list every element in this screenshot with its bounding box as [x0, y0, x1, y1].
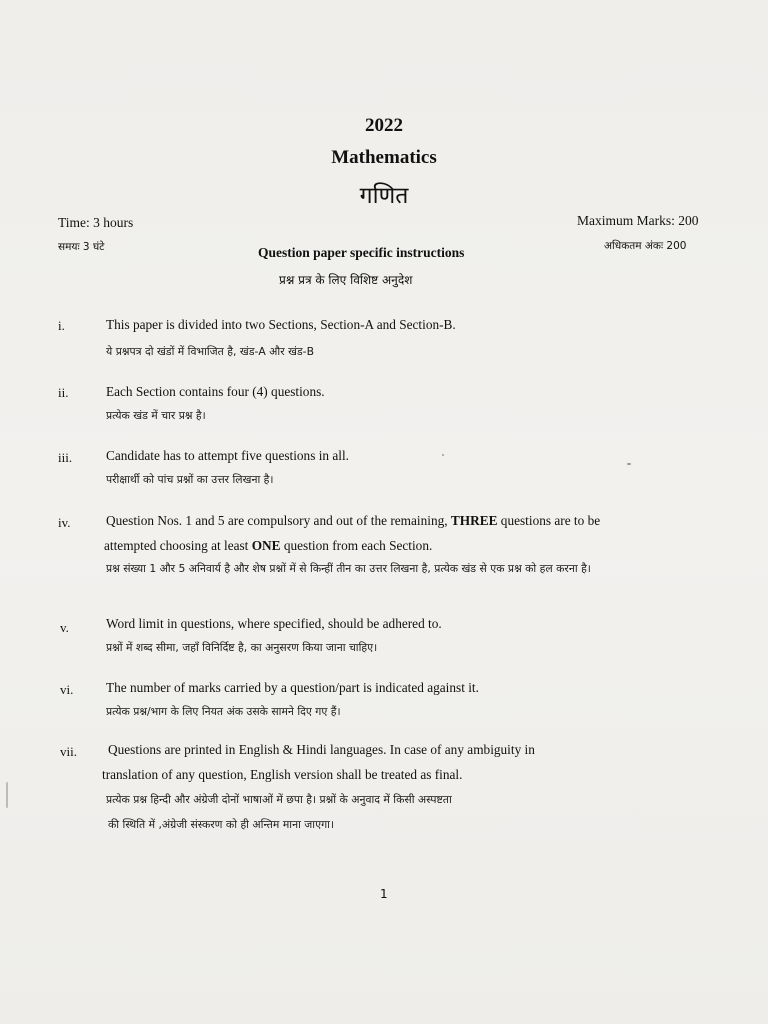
instruction-text-hindi: प्रत्येक प्रश्न/भाग के लिए नियत अंक उसके सामने दिए गए हैं।: [106, 705, 341, 718]
time-allowed: Time: 3 hours: [58, 215, 134, 230]
instruction-text: [106, 513, 600, 529]
instruction-emphasis: ONE: [251, 538, 281, 553]
maximum-marks-hindi: अधिकतम अंकः 200: [604, 240, 687, 252]
instruction-number: ii.: [58, 385, 69, 400]
instruction-text-part: Question Nos. 1 and 5 are compulsory and out of the remaining,: [106, 513, 451, 528]
instruction-text-hindi: प्रश्नों में शब्द सीमा, जहाँ विनिर्दिष्ट है, का अनुसरण किया जाना चाहिए।: [106, 641, 378, 654]
instruction-text-hindi: परीक्षार्थी को पांच प्रश्नों का उत्तर लिखना है।: [106, 473, 274, 486]
instruction-text: The number of marks carried by a question/part is indicated against it.: [106, 680, 479, 695]
instruction-text: [104, 538, 432, 554]
instruction-text-hindi: प्रत्येक प्रश्न हिन्दी और अंग्रेजी दोनों भाषाओं में छपा है। प्रश्नों के अनुवाद में किसी अस्पष्टता: [106, 793, 452, 806]
scan-speck: [442, 454, 444, 456]
instructions-heading-hindi: प्रश्न प्रत्र के लिए विशिष्ट अनुदेश: [279, 273, 413, 287]
instruction-text-part: questions are to be: [497, 513, 601, 528]
time-allowed-hindi: समयः 3 घंटे: [58, 241, 105, 253]
instruction-emphasis: THREE: [450, 513, 498, 528]
page-number: 1: [380, 887, 388, 901]
instruction-text-hindi: प्रत्येक खंड में चार प्रश्न है।: [106, 409, 206, 422]
instruction-number: iv.: [58, 515, 71, 530]
instruction-text-hindi: ये प्रश्नपत्र दो खंडों में विभाजित है, खंड-A और खंड-B: [106, 345, 314, 358]
instruction-number: vi.: [60, 682, 74, 697]
instruction-text-part: attempted choosing at least: [104, 538, 252, 553]
instruction-text-hindi: प्रश्न संख्या 1 और 5 अनिवार्य है और शेष प्रश्नों में से किन्हीं तीन का उत्तर लिखना है, प्रत्येक खंड से एक प्रश्न को हल करना है।: [106, 562, 591, 575]
scan-edge-mark: [6, 782, 8, 808]
instruction-number: vii.: [60, 744, 77, 759]
scan-speck: [627, 463, 631, 465]
subject-title-hindi: गणित: [359, 183, 409, 209]
instruction-text-hindi: की स्थिति में ,अंग्रेजी संस्करण को ही अन्तिम माना जाएगा।: [108, 818, 335, 831]
instructions-heading: Question paper specific instructions: [258, 245, 465, 260]
instruction-text: Questions are printed in English & Hindi languages. In case of any ambiguity in: [108, 742, 535, 757]
instruction-number: v.: [60, 620, 69, 635]
instruction-text-part: question from each Section.: [280, 538, 433, 553]
instruction-text: Candidate has to attempt five questions in all.: [106, 448, 349, 463]
subject-title: Mathematics: [331, 147, 437, 168]
maximum-marks: Maximum Marks: 200: [577, 213, 699, 228]
instruction-text: translation of any question, English version shall be treated as final.: [102, 767, 463, 782]
instruction-text: This paper is divided into two Sections, Section-A and Section-B.: [106, 317, 456, 332]
instruction-text: Word limit in questions, where specified, should be adhered to.: [106, 616, 442, 631]
instruction-text: Each Section contains four (4) questions.: [106, 384, 325, 399]
instruction-number: i.: [58, 318, 65, 333]
instruction-number: iii.: [58, 450, 73, 465]
exam-year: 2022: [365, 115, 403, 136]
